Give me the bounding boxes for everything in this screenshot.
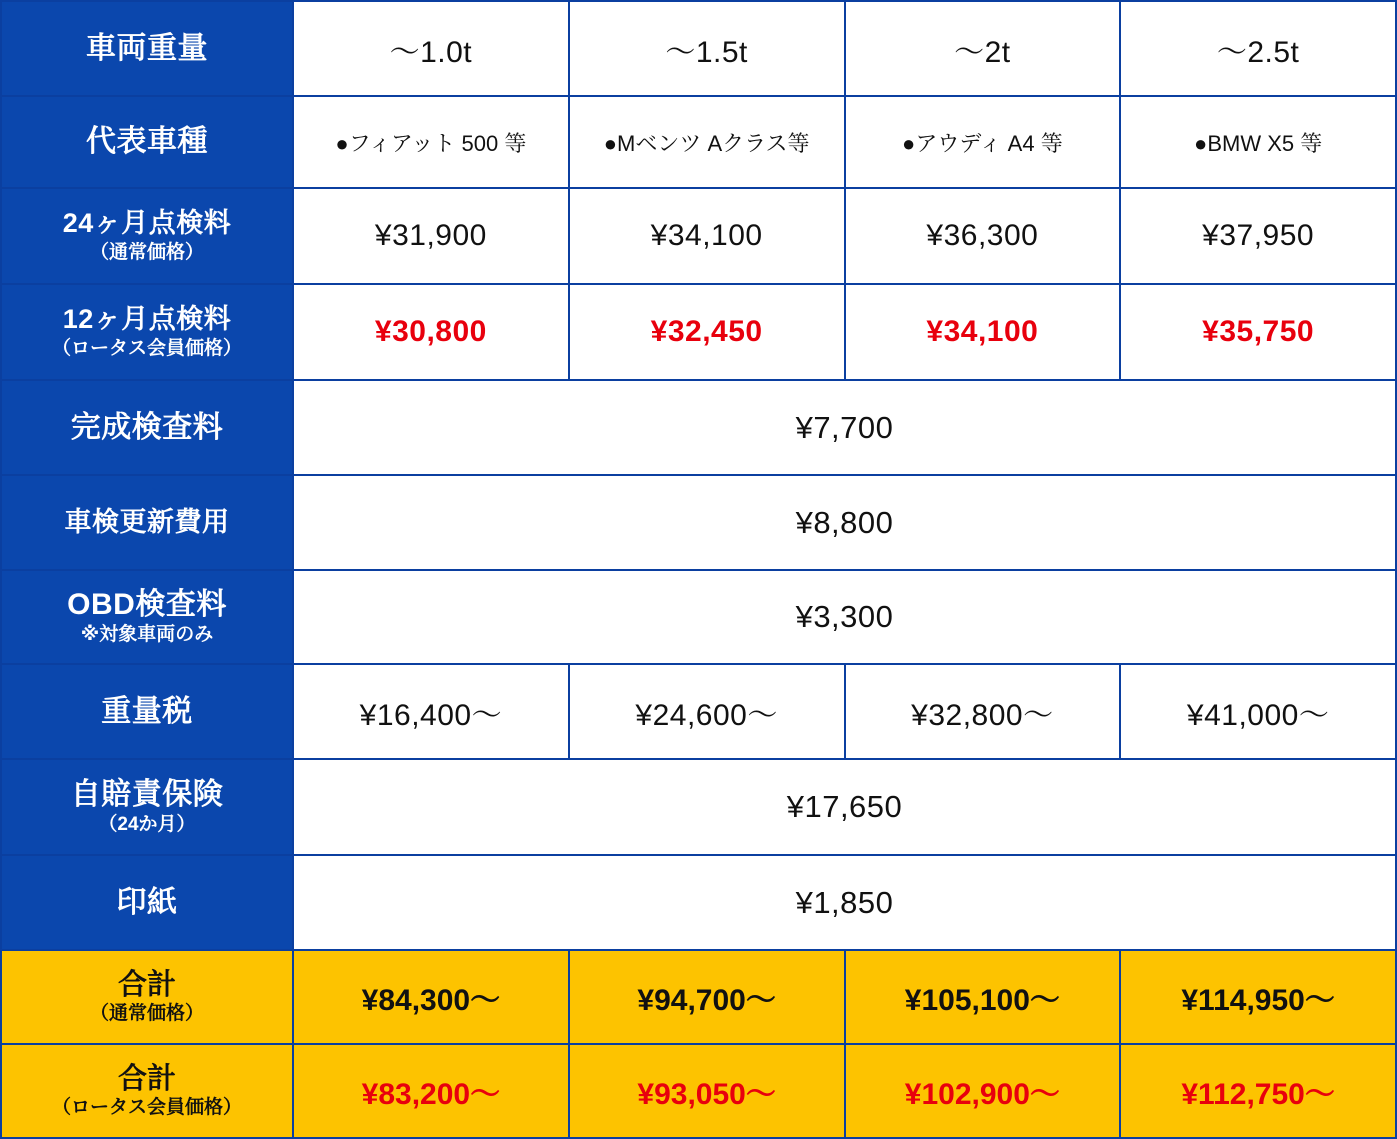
cell-model-col3: ●アウディ A4 等: [845, 96, 1121, 188]
cell-revenue-stamp: ¥1,850: [293, 855, 1396, 950]
row-label-text: 合計: [117, 1063, 176, 1096]
table-row-12month-inspection-fee: [1, 284, 1396, 380]
cell-total-normal-col2: ¥94,700～: [569, 950, 845, 1044]
row-label-sub: （ロータス会員価格）: [51, 337, 242, 359]
cell-weight-tax-col4: ¥41,000～: [1120, 664, 1396, 759]
cell-compulsory-insurance: ¥17,650: [293, 759, 1396, 855]
row-label-obd-inspection-fee: [1, 570, 293, 664]
cell-12month-col1: ¥30,800: [293, 284, 569, 380]
row-label-vehicle-weight: [1, 1, 293, 96]
table-row-completion-inspection-fee: [1, 380, 1396, 475]
cell-24month-col3: ¥36,300: [845, 188, 1121, 284]
cell-total-member-col1: ¥83,200～: [293, 1044, 569, 1138]
cell-obd-inspection-fee: ¥3,300: [293, 570, 1396, 664]
row-label-text: 車両重量: [86, 31, 208, 65]
cell-12month-col3: ¥34,100: [845, 284, 1121, 380]
table-row-24month-inspection-fee: [1, 188, 1396, 284]
cell-weight-tax-col3: ¥32,800～: [845, 664, 1121, 759]
row-label-text: 完成検査料: [70, 410, 224, 444]
row-label-text: 代表車種: [86, 125, 208, 159]
row-label-text: 重量税: [101, 694, 193, 728]
row-label-text: 自賠責保険: [70, 778, 224, 812]
cell-total-member-col4: ¥112,750～: [1120, 1044, 1396, 1138]
row-label-sub: （24か月）: [98, 814, 196, 836]
cell-weight-col1: ～1.0t: [293, 1, 569, 96]
row-label-sub: （通常価格）: [89, 241, 204, 263]
row-label-sub: （通常価格）: [89, 1002, 204, 1024]
row-label-24month-inspection-fee: [1, 188, 293, 284]
row-label-completion-inspection-fee: [1, 380, 293, 475]
row-label-12month-inspection-fee: [1, 284, 293, 380]
table-row-obd-inspection-fee: [1, 570, 1396, 664]
cell-model-col2: ●Mベンツ Aクラス等: [569, 96, 845, 188]
cell-weight-col3: ～2t: [845, 1, 1121, 96]
table-row-revenue-stamp: [1, 855, 1396, 950]
cell-inspection-renewal-fee: ¥8,800: [293, 475, 1396, 570]
cell-24month-col2: ¥34,100: [569, 188, 845, 284]
row-label-revenue-stamp: [1, 855, 293, 950]
table-row-total-normal: [1, 950, 1396, 1044]
cell-completion-inspection-fee: ¥7,700: [293, 380, 1396, 475]
row-label-total-normal: [1, 950, 293, 1044]
cell-total-member-col2: ¥93,050～: [569, 1044, 845, 1138]
cell-model-col1: ●フィアット 500 等: [293, 96, 569, 188]
row-label-compulsory-insurance: [1, 759, 293, 855]
row-label-text: 12ヶ月点検料: [62, 303, 232, 334]
cell-total-normal-col4: ¥114,950～: [1120, 950, 1396, 1044]
table-row-inspection-renewal-fee: [1, 475, 1396, 570]
table-row-weight-tax: [1, 664, 1396, 759]
cell-weight-tax-col2: ¥24,600～: [569, 664, 845, 759]
cell-24month-col1: ¥31,900: [293, 188, 569, 284]
table-row-vehicle-weight: [1, 1, 1396, 96]
cell-24month-col4: ¥37,950: [1120, 188, 1396, 284]
table-row-total-member: [1, 1044, 1396, 1138]
cell-total-member-col3: ¥102,900～: [845, 1044, 1121, 1138]
row-label-representative-models: [1, 96, 293, 188]
row-label-text: 車検更新費用: [64, 506, 230, 537]
row-label-sub: ※対象車両のみ: [80, 624, 214, 646]
cell-total-normal-col1: ¥84,300～: [293, 950, 569, 1044]
row-label-weight-tax: [1, 664, 293, 759]
cell-total-normal-col3: ¥105,100～: [845, 950, 1121, 1044]
row-label-text: OBD検査料: [67, 588, 227, 622]
row-label-text: 印紙: [116, 885, 178, 919]
cell-weight-tax-col1: ¥16,400～: [293, 664, 569, 759]
table-row-representative-models: [1, 96, 1396, 188]
row-label-total-member: [1, 1044, 293, 1138]
row-label-text: 24ヶ月点検料: [62, 207, 232, 238]
row-label-sub: （ロータス会員価格）: [51, 1096, 242, 1118]
row-label-inspection-renewal-fee: [1, 475, 293, 570]
row-label-text: 合計: [117, 969, 176, 1002]
cell-12month-col4: ¥35,750: [1120, 284, 1396, 380]
cell-weight-col2: ～1.5t: [569, 1, 845, 96]
cell-model-col4: ●BMW X5 等: [1120, 96, 1396, 188]
cell-weight-col4: ～2.5t: [1120, 1, 1396, 96]
table-row-compulsory-insurance: [1, 759, 1396, 855]
cell-12month-col2: ¥32,450: [569, 284, 845, 380]
